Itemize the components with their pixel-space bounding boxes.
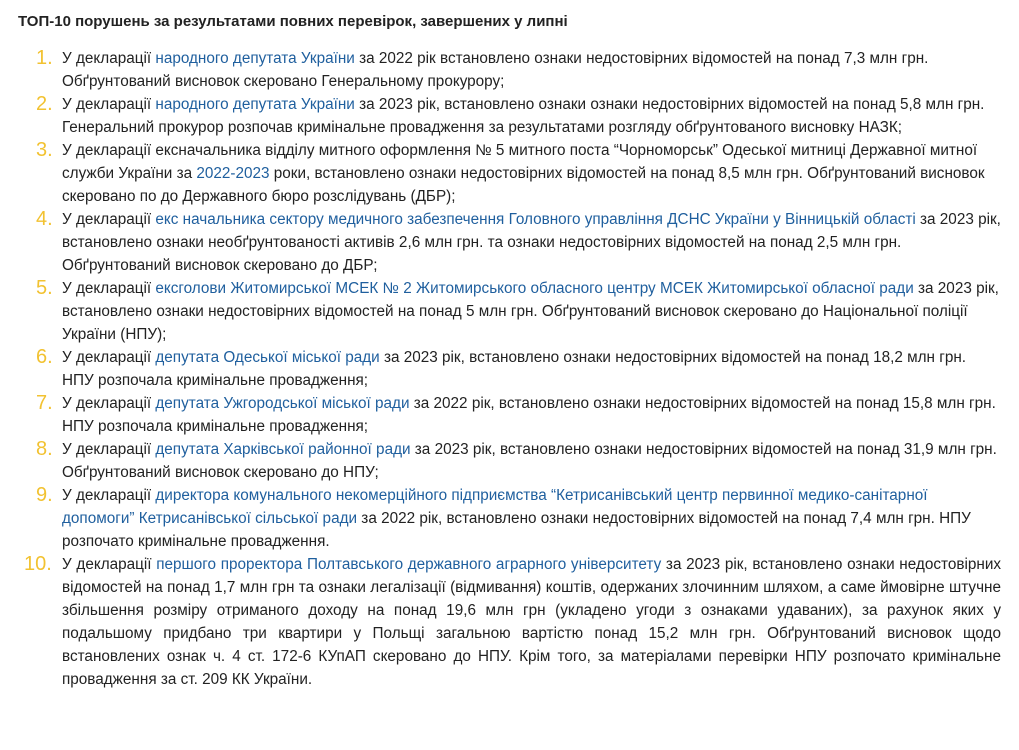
item-text-post: за 2023 рік, встановлено ознаки недостовірних відомостей на понад 1,7 млн грн та ознаки легалізації (відмивання) коштів, одержаних злочинним шляхом, а саме ймовірне штучне збільшення розміру отриманого доходу на понад 19,6 млн грн (укладено угоди з ознаками удаваних), за рахунок яких у подальшому придбано три квартири у Польщі загальною вартістю понад 15,2 млн грн. Обґрунтований висновок щодо встановлених ознак ч. 4 ст. 172-6 КУпАП скеровано до НПУ. Крім того, за матеріалами перевірки НПУ розпочато кримінальне провадження за ст. 209 КК України. (62, 556, 1002, 688)
item-text (62, 139, 1001, 208)
declarant-link[interactable]: народного депутата України (155, 96, 355, 113)
item-number: 9. (36, 484, 53, 506)
item-number: 10. (24, 553, 52, 575)
item-text-pre: У декларації (62, 441, 156, 458)
item-text-pre: У декларації (62, 280, 156, 297)
declarant-link[interactable]: директора комунального некомерційного підприємства “Кетрисанівський центр первинної медико-санітарної допомоги” Кетрисанівської сільської ради (62, 487, 928, 527)
item-text-post: за 2023 рік, встановлено ознаки недостовірних відомостей на понад 5 млн грн. Обґрунтований висновок скеровано до Національної поліції України (НПУ); (62, 280, 999, 343)
declarant-link[interactable]: ексголови Житомирської МСЕК № 2 Житомирського обласного центру МСЕК Житомирської обласної ради (155, 280, 914, 297)
list-item-9 (18, 484, 1001, 553)
item-text-pre: У декларації (62, 96, 156, 113)
list-item-3 (18, 139, 1001, 208)
item-number: 5. (36, 277, 53, 299)
section-title: ТОП-10 порушень за результатами повних перевірок, завершених у липні (18, 13, 568, 30)
list-item-5 (18, 277, 1001, 346)
list-item-4 (18, 208, 1001, 277)
item-text (62, 438, 1001, 484)
item-text (62, 553, 1001, 691)
item-text-post: за 2022 рік, встановлено ознаки недостовірних відомостей на понад 15,8 млн грн. НПУ розпочала кримінальне провадження; (62, 395, 996, 435)
item-text (62, 484, 1001, 553)
item-text (62, 93, 1001, 139)
item-text-post: за 2022 рік встановлено ознаки недостовірних відомостей на понад 7,3 млн грн. Обґрунтований висновок скеровано Генеральному прокурору; (62, 50, 929, 90)
item-number: 1. (36, 47, 53, 69)
list-item-8 (18, 438, 1001, 484)
item-number: 6. (36, 346, 53, 368)
item-number: 3. (36, 139, 53, 161)
item-text-pre: У декларації (62, 50, 156, 67)
item-text-pre: У декларації ексначальника відділу митного оформлення № 5 митного поста “Чорноморськ” Одеської митниці Державної митної служби України за (62, 142, 978, 182)
declarant-link[interactable]: депутата Ужгородської міської ради (155, 395, 410, 412)
list-item-1 (18, 47, 1001, 93)
item-text-post: за 2023 рік, встановлено ознаки необґрунтованості активів 2,6 млн грн. та ознаки недостовірних відомостей на понад 2,5 млн грн. Обґрунтований висновок скеровано до ДБР; (62, 211, 1001, 274)
item-text-post: за 2022 рік, встановлено ознаки недостовірних відомостей на понад 7,4 млн грн. НПУ розпочато кримінальне провадження. (62, 510, 971, 550)
declarant-link[interactable]: народного депутата України (155, 50, 355, 67)
item-text (62, 277, 1001, 346)
item-number: 7. (36, 392, 53, 414)
list-item-10 (18, 553, 1001, 691)
item-number: 2. (36, 93, 53, 115)
item-text-pre: У декларації (62, 556, 157, 573)
item-text-post: роки, встановлено ознаки недостовірних відомостей на понад 8,5 млн грн. Обґрунтований висновок скеровано по до Державного бюро розслідувань (ДБР); (62, 165, 985, 205)
violations-list (18, 47, 1001, 691)
item-text-pre: У декларації (62, 395, 156, 412)
item-number: 4. (36, 208, 53, 230)
item-text-post: за 2023 рік, встановлено ознаки недостовірних відомостей на понад 31,9 млн грн. Обґрунтований висновок скеровано до НПУ; (62, 441, 997, 481)
item-text-pre: У декларації (62, 349, 156, 366)
item-text (62, 392, 1001, 438)
item-text (62, 346, 1001, 392)
list-item-2 (18, 93, 1001, 139)
item-text (62, 47, 1001, 93)
declarant-link[interactable]: екс начальника сектору медичного забезпечення Головного управління ДСНС України у Вінницькій області (155, 211, 916, 228)
item-text-post: за 2023 рік, встановлено ознаки недостовірних відомостей на понад 18,2 млн грн. НПУ розпочала кримінальне провадження; (62, 349, 967, 389)
item-text-post: за 2023 рік, встановлено ознаки ознаки недостовірних відомостей на понад 5,8 млн грн. Генеральний прокурор розпочав кримінальне провадження за результатами розгляду обґрунтованого висновку НАЗК; (62, 96, 985, 136)
declarant-link[interactable]: першого проректора Полтавського державного аграрного університету (156, 556, 662, 573)
item-number: 8. (36, 438, 53, 460)
list-item-7 (18, 392, 1001, 438)
years-link[interactable]: 2022-2023 (196, 165, 270, 182)
declarant-link[interactable]: депутата Харківської районної ради (155, 441, 411, 458)
declarant-link[interactable]: депутата Одеської міської ради (155, 349, 380, 366)
item-text-pre: У декларації (62, 211, 156, 228)
item-text (62, 208, 1001, 277)
item-text-pre: У декларації (62, 487, 156, 504)
list-item-6 (18, 346, 1001, 392)
